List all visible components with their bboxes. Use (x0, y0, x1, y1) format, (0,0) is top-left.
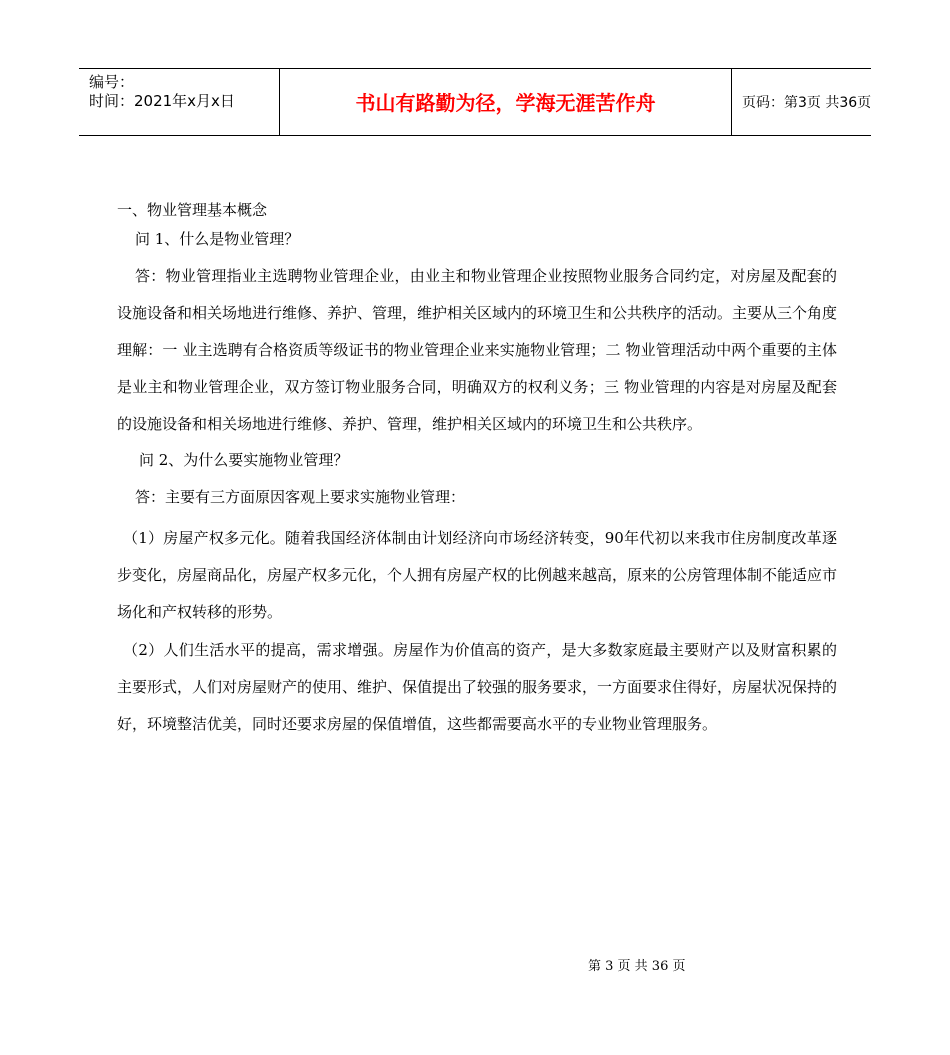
question-1: 问 1、什么是物业管理？ (135, 230, 300, 248)
question-2: 问 2、为什么要实施物业管理？ (139, 451, 349, 469)
reason-1: （1）房屋产权多元化。随着我国经济体制由计划经济向市场经济转变，90年代初以来我市住房制度改革逐步变化，房屋商品化，房屋产权多元化，个人拥有房屋产权的比例越来越高，原来的公房管理体制不能适应市场化和产权转移的形势。 (117, 529, 838, 621)
page-footer: 第 3 页 共 36 页 (588, 959, 686, 974)
answer-2-intro: 答：主要有三方面原因客观上要求实施物业管理： (135, 488, 466, 506)
header-meta (79, 69, 280, 135)
number-label: 编号： (89, 73, 135, 91)
motto: 书山有路勤为径，学海无涯苦作舟 (280, 69, 732, 135)
page-label: 页码：第3页 共36页 (742, 95, 872, 111)
section-title: 一、物业管理基本概念 (117, 201, 268, 219)
reason-2: （2）人们生活水平的提高，需求增强。房屋作为价值高的资产，是大多数家庭最主要财产以及财富积累的主要形式，人们对房屋财产的使用、维护、保值提出了较强的服务要求，一方面要求住得好，房屋状况保持的好，环境整洁优美，同时还要求房屋的保值增值，这些都需要高水平的专业物业管理服务。 (117, 641, 838, 733)
page-header (79, 68, 871, 136)
answer-1: 答：物业管理指业主选聘物业管理企业，由业主和物业管理企业按照物业服务合同约定，对房屋及配套的设施设备和相关场地进行维修、养护、管理，维护相关区域内的环境卫生和公共秩序的活动。主要从三个角度理解：一 业主选聘有合格资质等级证书的物业管理企业来实施物业管理；二 物业管理活动中两个重要的主体是业主和物业管理企业，双方签订物业服务合同，明确双方的权利义务；三 物业管理的内容是对房屋及配套的设施设备和相关场地进行维修、养护、管理，维护相关区域内的环境卫生和公共秩序。 (117, 267, 838, 433)
document-body (117, 196, 837, 743)
time-label: 时间：2021年x月x日 (89, 92, 235, 110)
